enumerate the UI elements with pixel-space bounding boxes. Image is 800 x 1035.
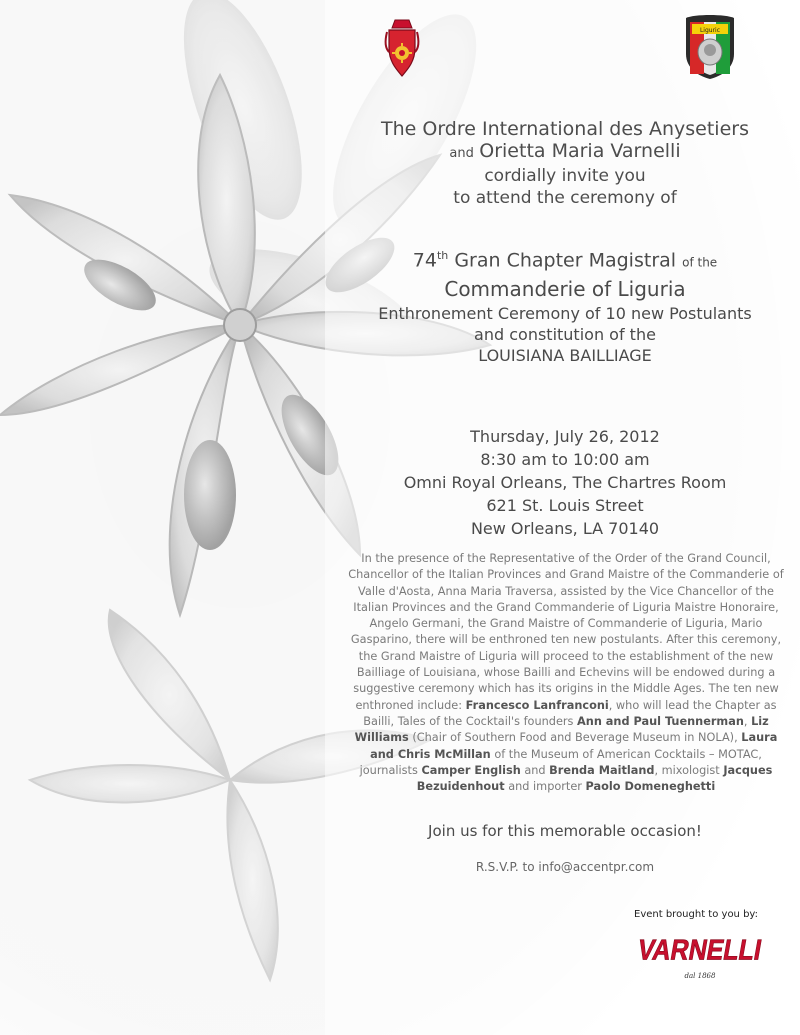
desc-text-3: ,: [743, 714, 752, 728]
event-time: 8:30 am to 10:00 am: [480, 450, 650, 469]
chapter-title: Gran Chapter Magistral: [454, 249, 677, 272]
desc-text-2: , who will lead the Chapter as Bailli, Tales of the Cocktail's founders: [363, 698, 777, 728]
closing-line: Join us for this memorable occasion!: [428, 822, 702, 840]
desc-name-1: Francesco Lanfranconi: [465, 698, 609, 712]
event-street: 621 St. Louis Street: [486, 496, 644, 515]
event-venue: Omni Royal Orleans, The Chartres Room: [403, 473, 727, 492]
varnelli-logo: [635, 928, 765, 988]
invite-line: cordially invite you: [484, 166, 646, 186]
host-name: Orietta Maria Varnelli: [479, 140, 681, 162]
desc-text-4: (Chair of Southern Food and Beverage Museum in NOLA),: [408, 731, 742, 745]
liguria-crest-icon: [682, 14, 738, 80]
host-organization: The Ordre International des Anysetiers: [381, 118, 749, 140]
bailliage-name: LOUISIANA BAILLIAGE: [478, 346, 652, 366]
ceremony-description: [345, 551, 787, 795]
event-date: Thursday, July 26, 2012: [470, 427, 660, 446]
varnelli-brand: VARNELLI: [635, 933, 765, 966]
commanderie-name: Commanderie of Liguria: [444, 277, 686, 302]
commanderie-crest-icon: [385, 18, 419, 80]
liguria-crest-label: Liguric: [699, 27, 721, 34]
sponsor-label: Event brought to you by:: [634, 909, 758, 920]
varnelli-since: dal 1868: [684, 972, 716, 980]
invitation-intro: [330, 118, 800, 209]
host-line: [330, 140, 800, 165]
desc-text-1: In the presence of the Representative of the Order of the Grand Council, Chancellor of the Italian Provinces and Grand Maistre of the Commanderie of Valle d'Aosta, Anna Maria Traversa, assisted by the Vice Chancellor of the Italian Provinces and the Grand Commanderie of Liguria Maistre Honoraire, Angelo Germani, the Grand Maistre of Commanderie of Liguria, Mario Gasparino, there will be enthroned ten new postulants. After this ceremony, the Grand Maistre of Liguria will proceed to the establishment of the new Bailliage of Louisiana, whose Bailli and Echevins will be endowed during a suggestive ceremony which has its origins in the Middle Ages. The ten new enthroned include:: [348, 552, 784, 712]
desc-text-8: and importer: [504, 780, 586, 794]
event-city: New Orleans, LA 70140: [470, 519, 660, 538]
desc-name-3: Liz Williams: [354, 714, 769, 745]
event-title-block: [330, 243, 800, 366]
chapter-number: 74: [412, 249, 437, 272]
event-details: [330, 425, 800, 540]
constitution-line: and constitution of the: [474, 325, 656, 345]
of-the-connector: of the: [682, 255, 718, 270]
desc-text-6: and: [520, 763, 550, 777]
desc-name-8: Paolo Domeneghetti: [585, 780, 716, 794]
desc-name-7: Jacques Bezuidenhout: [416, 763, 773, 794]
attend-line: to attend the ceremony of: [453, 188, 677, 208]
event-title: [330, 243, 800, 275]
chapter-suffix: th: [436, 249, 449, 262]
desc-name-2: Ann and Paul Tuennerman: [577, 714, 744, 728]
desc-name-4: Laura and Chris McMillan: [370, 731, 778, 761]
desc-name-6: Brenda Maitland: [549, 763, 655, 777]
desc-text-7: , mixologist: [654, 763, 724, 777]
and-connector: and: [449, 146, 474, 161]
desc-name-5: Camper English: [421, 763, 521, 777]
ceremony-line: Enthronement Ceremony of 10 new Postulants: [378, 304, 752, 324]
desc-text-5: of the Museum of American Cocktails – MOTAC, journalists: [359, 747, 762, 777]
rsvp-line[interactable]: R.S.V.P. to info@accentpr.com: [475, 860, 655, 874]
